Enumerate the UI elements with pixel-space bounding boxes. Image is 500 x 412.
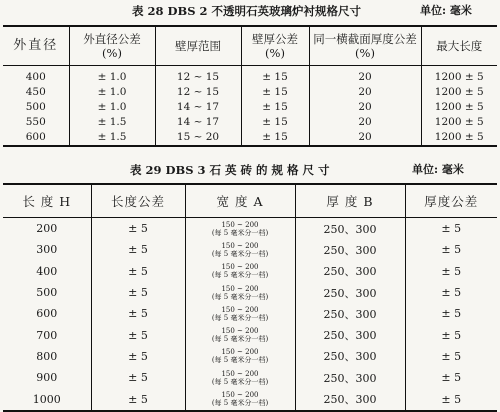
width-range: 150 ~ 200 (221, 263, 259, 272)
table-cell (185, 388, 295, 410)
table28-header: 最大长度 (421, 26, 497, 66)
table29-header: 长度公差 (91, 184, 185, 218)
header-line: 壁厚公差 (252, 32, 298, 46)
table-cell: ± 5 (91, 346, 185, 367)
table-row (3, 324, 497, 345)
width-range: 150 ~ 200 (221, 284, 259, 293)
table-cell: ± 5 (405, 218, 497, 240)
table29-header: 厚度公差 (405, 184, 497, 218)
table-cell: 14 ~ 17 (155, 100, 241, 115)
table29-header: 宽 度 A (185, 184, 295, 218)
table-cell: 450 (25, 86, 46, 98)
table-cell: ± 5 (405, 346, 497, 367)
table-cell (185, 218, 295, 240)
table29-unit: 单位: 毫米 (412, 163, 464, 176)
table-cell: ± 1.5 (69, 115, 155, 130)
table-cell: 20 (309, 130, 421, 146)
table-cell: ± 5 (91, 218, 185, 240)
table-row (3, 388, 497, 410)
table-cell: 400 (36, 264, 58, 278)
table-cell: 20 (309, 66, 421, 86)
table-cell: 700 (36, 328, 58, 342)
table-cell: ± 1.5 (69, 130, 155, 146)
table-cell: 550 (25, 116, 46, 128)
table28-header (309, 26, 421, 66)
table-cell (185, 324, 295, 345)
table-cell: 250、300 (295, 282, 405, 303)
table-cell: 900 (36, 371, 58, 385)
table-cell: ± 15 (241, 66, 309, 86)
table29-header-row (3, 184, 497, 218)
table-cell: ± 5 (405, 303, 497, 324)
table28-header: 外直径 (3, 26, 69, 66)
width-step-note: (每 5 毫米分一档) (211, 228, 269, 237)
table28-title: 表 28 DBS 2 不透明石英玻璃炉衬规格尺寸 (132, 4, 362, 18)
table-row (3, 261, 497, 282)
table-cell (185, 261, 295, 282)
table-cell: ± 5 (405, 324, 497, 345)
table-cell: 250、300 (295, 367, 405, 388)
table-cell: 800 (36, 349, 58, 363)
table28-header (241, 26, 309, 66)
width-step-note: (每 5 毫米分一档) (211, 271, 269, 280)
table-cell: 14 ~ 17 (155, 115, 241, 130)
table29-caption (0, 162, 500, 178)
table-cell: 250、300 (295, 303, 405, 324)
table-cell: ± 5 (91, 324, 185, 345)
header-line: (%) (265, 46, 285, 60)
table-cell: 250、300 (295, 324, 405, 345)
table-row (3, 100, 497, 115)
header-line: (%) (355, 46, 375, 60)
table-cell (185, 303, 295, 324)
table-cell: 250、300 (295, 388, 405, 410)
width-range: 150 ~ 200 (221, 369, 259, 378)
table-row (3, 218, 497, 240)
table-row (3, 282, 497, 303)
table-cell: 250、300 (295, 346, 405, 367)
table-row (3, 346, 497, 367)
table29-header: 厚 度 B (295, 184, 405, 218)
width-range: 150 ~ 200 (221, 391, 259, 400)
table-cell: ± 5 (405, 239, 497, 260)
table-row (3, 66, 497, 86)
table-cell: ± 5 (405, 388, 497, 410)
table-cell: 1200 ± 5 (421, 85, 497, 100)
table-cell: 500 (25, 101, 46, 113)
width-step-note: (每 5 毫米分一档) (211, 335, 269, 344)
table-cell: ± 15 (241, 130, 309, 146)
table-cell: ± 5 (91, 367, 185, 388)
table-cell (185, 282, 295, 303)
table28-header (69, 26, 155, 66)
table-cell: 600 (25, 131, 46, 143)
table-cell: ± 5 (91, 239, 185, 260)
table28-caption (0, 3, 500, 19)
table-cell: ± 15 (241, 100, 309, 115)
table-cell: 20 (309, 115, 421, 130)
width-step-note: (每 5 毫米分一档) (211, 356, 269, 365)
width-range: 150 ~ 200 (221, 327, 259, 336)
table-cell: ± 5 (405, 367, 497, 388)
table-cell: 1200 ± 5 (421, 115, 497, 130)
width-range: 150 ~ 200 (221, 305, 259, 314)
table-cell: ± 5 (91, 303, 185, 324)
table-cell: ± 5 (405, 282, 497, 303)
table-cell: 300 (36, 243, 58, 257)
table-cell: ± 1.0 (69, 66, 155, 86)
header-line: (%) (102, 46, 122, 60)
table-cell: 250、300 (295, 261, 405, 282)
table-cell: 15 ~ 20 (155, 130, 241, 146)
table-cell: ± 15 (241, 85, 309, 100)
table28-unit: 单位: 毫米 (420, 4, 472, 17)
table-cell: 200 (36, 222, 58, 236)
table-cell: 500 (36, 286, 58, 300)
table-cell: ± 5 (91, 282, 185, 303)
table-cell: 12 ~ 15 (155, 85, 241, 100)
table-cell: 1200 ± 5 (421, 130, 497, 146)
table-row (3, 85, 497, 100)
table-cell: 12 ~ 15 (155, 66, 241, 86)
table-cell: 1000 (32, 392, 61, 406)
width-range: 150 ~ 200 (221, 241, 259, 250)
table-cell: 1200 ± 5 (421, 66, 497, 86)
table28 (3, 25, 497, 147)
width-step-note: (每 5 毫米分一档) (211, 377, 269, 386)
width-step-note: (每 5 毫米分一档) (211, 292, 269, 301)
table29-title: 表 29 DBS 3 石 英 砖 的 规 格 尺 寸 (130, 163, 330, 177)
header-line: 同一横截面厚度公差 (313, 32, 417, 46)
table-cell: 400 (25, 71, 46, 83)
table-cell: ± 5 (91, 261, 185, 282)
table28-header-row (3, 26, 497, 66)
table-row (3, 115, 497, 130)
table-row (3, 303, 497, 324)
width-step-note: (每 5 毫米分一档) (211, 399, 269, 408)
table28-header: 壁厚范围 (155, 26, 241, 66)
table-cell (185, 239, 295, 260)
table-cell: 250、300 (295, 218, 405, 240)
table-cell: ± 5 (405, 261, 497, 282)
header-line: 外直径公差 (83, 32, 141, 46)
table-cell: ± 1.0 (69, 85, 155, 100)
width-range: 150 ~ 200 (221, 348, 259, 357)
table29 (3, 183, 497, 412)
table-cell: ± 15 (241, 115, 309, 130)
width-step-note: (每 5 毫米分一档) (211, 249, 269, 258)
table29-header: 长 度 H (3, 184, 91, 218)
table-cell: 1200 ± 5 (421, 100, 497, 115)
width-step-note: (每 5 毫米分一档) (211, 313, 269, 322)
table-row (3, 130, 497, 146)
table-cell: ± 5 (91, 388, 185, 410)
table-cell: ± 1.0 (69, 100, 155, 115)
table-cell: 20 (309, 85, 421, 100)
table-row (3, 367, 497, 388)
table-cell (185, 346, 295, 367)
table-cell (185, 367, 295, 388)
table-cell: 20 (309, 100, 421, 115)
width-range: 150 ~ 200 (221, 220, 259, 229)
table-row (3, 239, 497, 260)
table-cell: 600 (36, 307, 58, 321)
table-cell: 250、300 (295, 239, 405, 260)
